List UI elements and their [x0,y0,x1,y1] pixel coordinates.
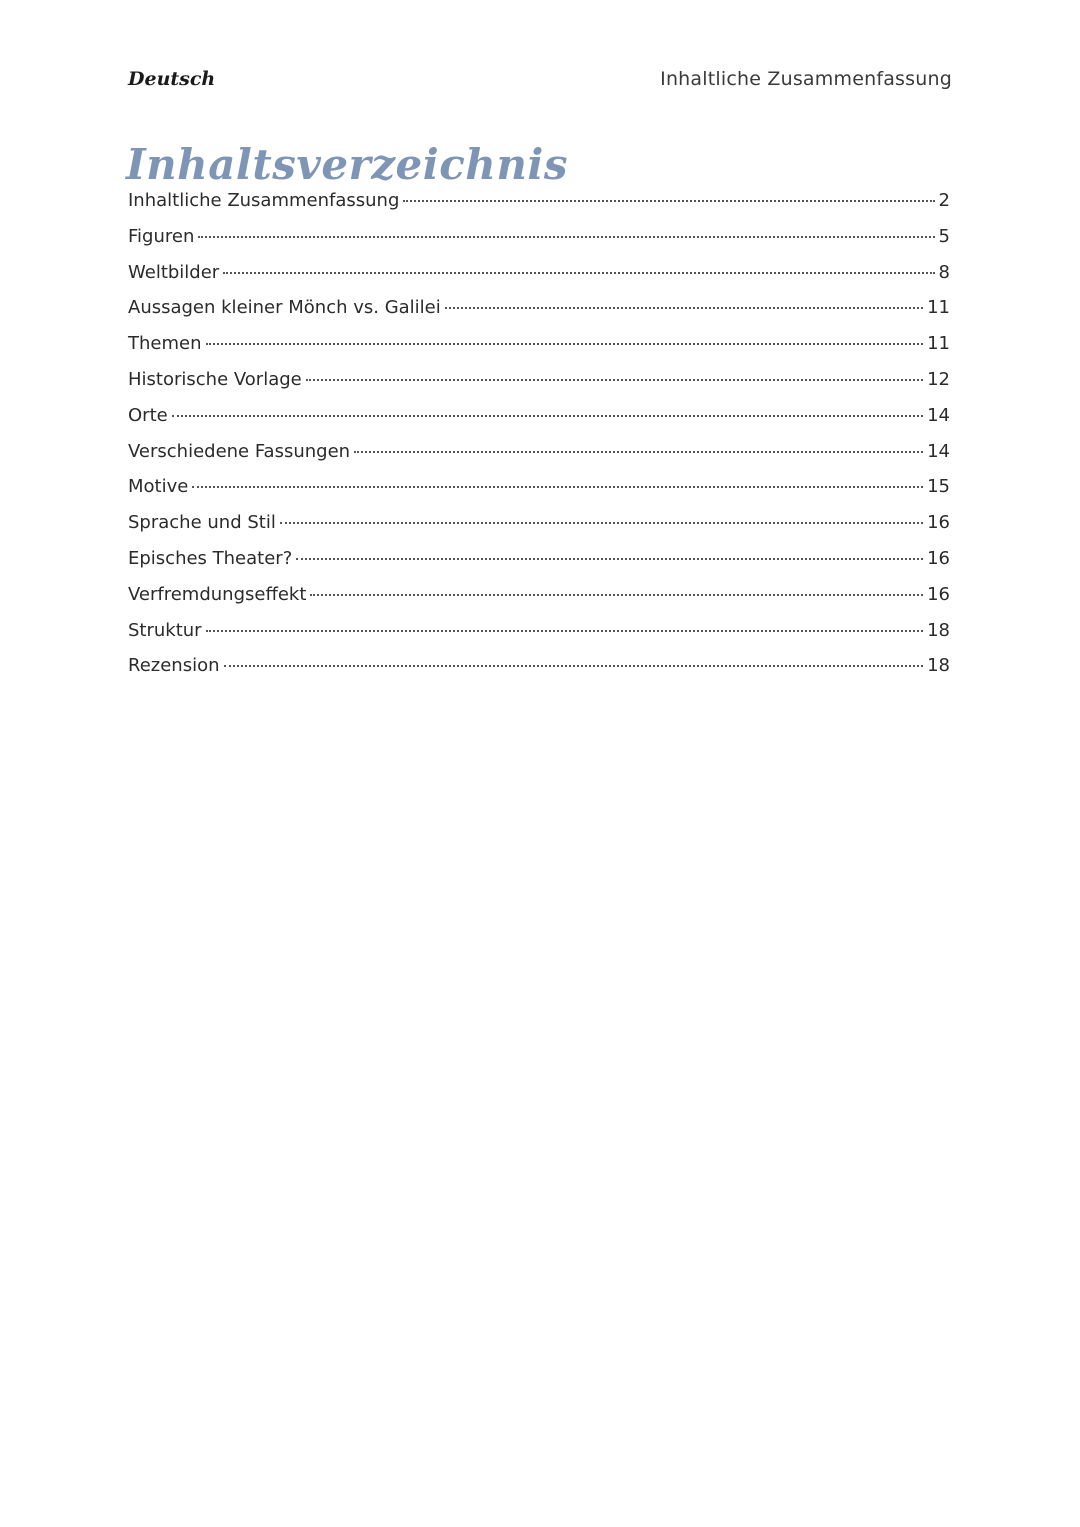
dot-leader [354,451,923,453]
toc-entry-page: 16 [927,512,950,534]
header-section-title: Inhaltliche Zusammenfassung [660,68,952,90]
toc-entry-page: 18 [927,655,950,677]
toc-entry-label: Weltbilder [128,261,220,283]
toc-entry-label: Aussagen kleiner Mönch vs. Galilei [128,297,441,319]
toc-entry-page: 18 [927,619,950,641]
toc-entry-label: Historische Vorlage [128,368,302,390]
toc-entry[interactable] [128,297,950,333]
table-of-contents [128,190,950,691]
toc-entry[interactable] [128,655,950,691]
toc-entry[interactable] [128,333,950,369]
toc-entry-label: Orte [128,404,168,426]
toc-entry-page: 12 [927,368,950,390]
toc-entry[interactable] [128,476,950,512]
toc-entry-page: 16 [927,547,950,569]
toc-entry[interactable] [128,441,950,477]
dot-leader [280,522,923,524]
toc-entry-label: Verfremdungseffekt [128,583,307,605]
toc-entry[interactable] [128,405,950,441]
dot-leader [192,486,923,488]
dot-leader [206,630,924,632]
toc-entry-label: Motive [128,476,189,498]
toc-entry-label: Inhaltliche Zusammenfassung [128,190,400,211]
toc-entry[interactable] [128,369,950,405]
toc-entry-page: 2 [938,190,950,211]
dot-leader [296,558,923,560]
toc-entry[interactable] [128,512,950,548]
toc-entry-page: 14 [927,440,950,462]
toc-entry-page: 8 [938,261,950,283]
dot-leader [172,415,923,417]
toc-entry[interactable] [128,190,950,226]
dot-leader [198,236,934,238]
dot-leader [403,200,934,202]
dot-leader [223,272,934,274]
toc-entry-label: Struktur [128,619,202,641]
toc-entry[interactable] [128,262,950,298]
toc-entry[interactable] [128,584,950,620]
toc-entry[interactable] [128,226,950,262]
toc-entry-page: 11 [927,297,950,319]
dot-leader [445,307,923,309]
toc-entry-page: 15 [927,476,950,498]
dot-leader [310,594,923,596]
toc-entry-label: Figuren [128,225,195,247]
toc-entry-label: Verschiedene Fassungen [128,440,351,462]
header-subject: Deutsch [128,68,216,90]
toc-entry-label: Rezension [128,655,220,677]
toc-entry[interactable] [128,548,950,584]
toc-heading: Inhaltsverzeichnis [126,140,568,189]
dot-leader [306,379,923,381]
toc-entry-page: 5 [938,225,950,247]
toc-entry-page: 11 [927,333,950,355]
toc-entry-label: Episches Theater? [128,547,293,569]
toc-entry-page: 14 [927,404,950,426]
toc-entry-page: 16 [927,583,950,605]
toc-entry-label: Themen [128,333,202,355]
toc-entry[interactable] [128,620,950,656]
dot-leader [224,665,924,667]
dot-leader [206,343,924,345]
toc-entry-label: Sprache und Stil [128,512,276,534]
